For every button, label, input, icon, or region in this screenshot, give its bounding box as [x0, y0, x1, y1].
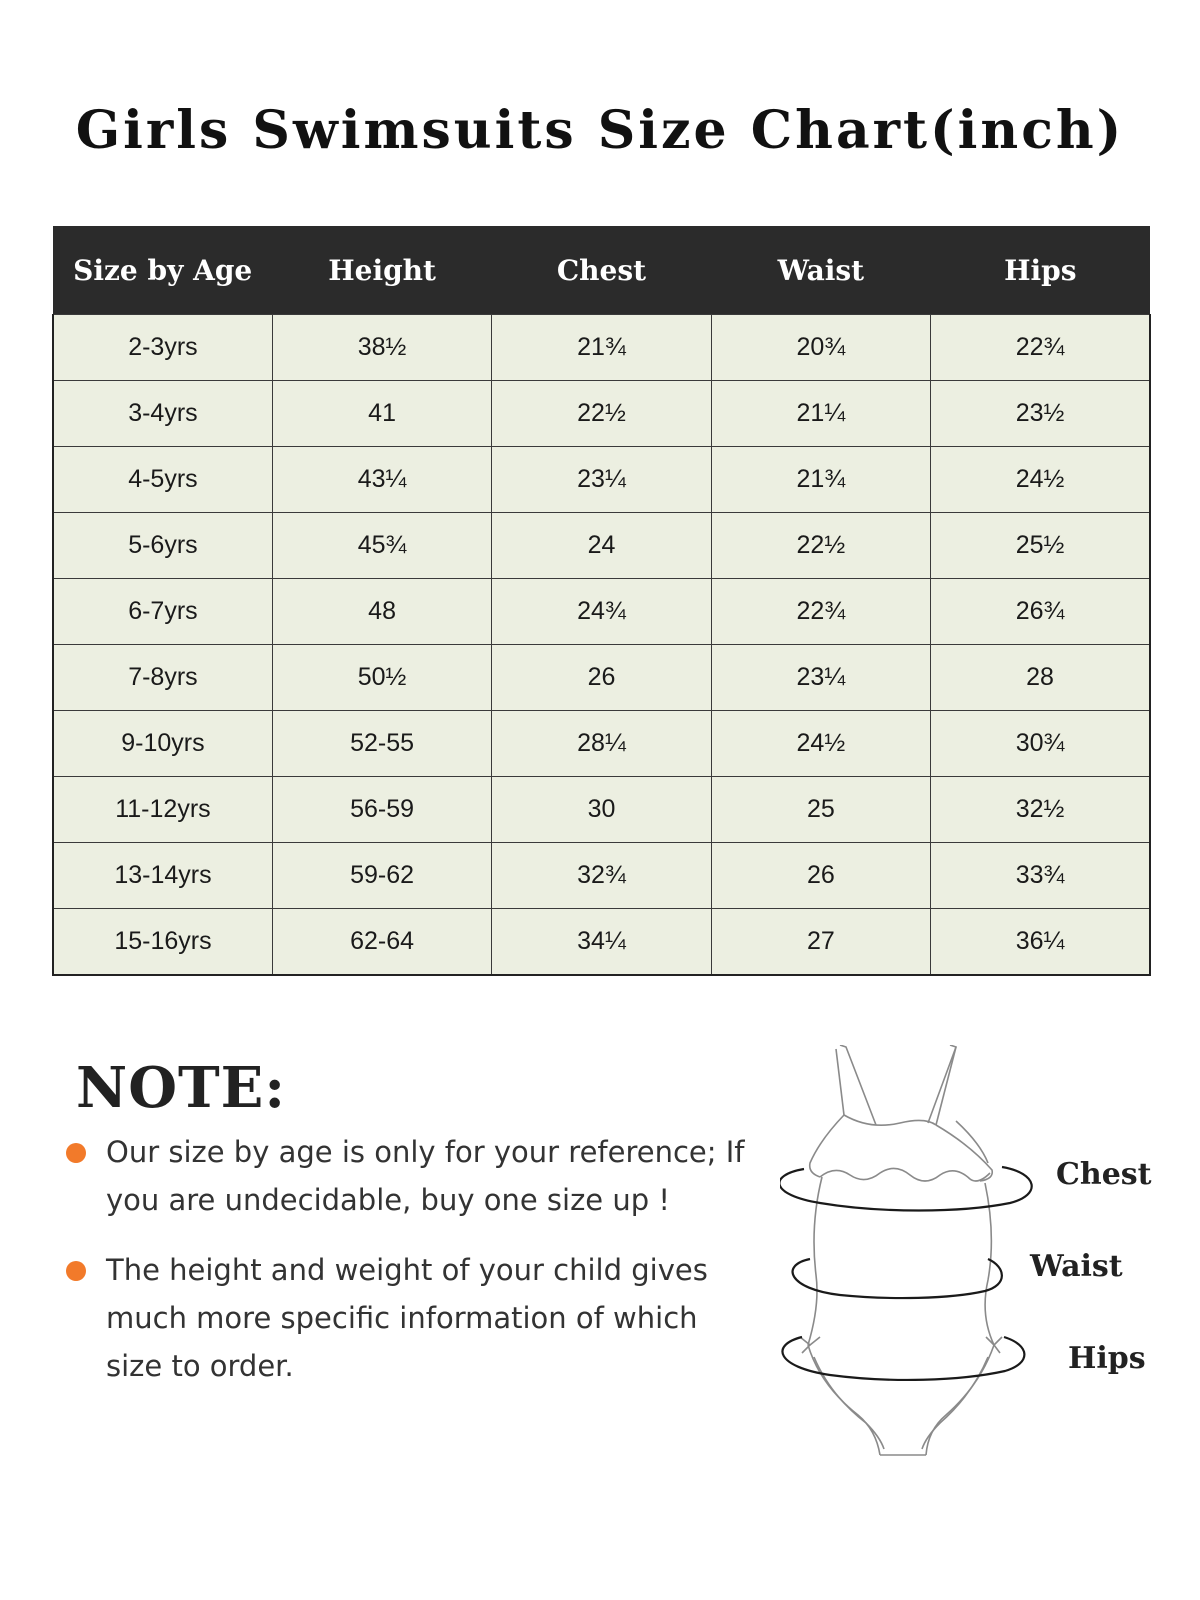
table-cell: 26	[492, 645, 711, 711]
table-cell: 20¾	[711, 315, 930, 381]
table-cell: 21¾	[492, 315, 711, 381]
table-row	[53, 843, 1150, 909]
header-chest: Chest	[492, 226, 711, 315]
note-title: NOTE:	[76, 1055, 286, 1121]
table-row	[53, 645, 1150, 711]
table-cell: 23½	[931, 381, 1150, 447]
table-cell: 38½	[272, 315, 491, 381]
swimsuit-outline-icon	[780, 1045, 1200, 1515]
table-cell: 21¾	[711, 447, 930, 513]
waist-label: Waist	[1030, 1249, 1123, 1284]
table-header-row	[53, 226, 1150, 315]
table-row	[53, 513, 1150, 579]
table-cell: 24½	[711, 711, 930, 777]
table-cell: 36¼	[931, 909, 1150, 976]
table-cell: 32½	[931, 777, 1150, 843]
table-cell: 22½	[711, 513, 930, 579]
table-cell: 59-62	[272, 843, 491, 909]
table-cell: 13-14yrs	[53, 843, 272, 909]
table-cell: 2-3yrs	[53, 315, 272, 381]
table-cell: 45¾	[272, 513, 491, 579]
table-cell: 11-12yrs	[53, 777, 272, 843]
table-cell: 28¼	[492, 711, 711, 777]
table-cell: 26¾	[931, 579, 1150, 645]
table-cell: 30	[492, 777, 711, 843]
table-cell: 48	[272, 579, 491, 645]
bullet-icon	[66, 1143, 86, 1163]
table-cell: 15-16yrs	[53, 909, 272, 976]
table-cell: 34¼	[492, 909, 711, 976]
table-row	[53, 315, 1150, 381]
header-height: Height	[272, 226, 491, 315]
page-title: Girls Swimsuits Size Chart(inch)	[75, 100, 1125, 161]
swimsuit-diagram	[780, 1045, 1200, 1515]
table-cell: 23¼	[711, 645, 930, 711]
table-cell: 6-7yrs	[53, 579, 272, 645]
header-waist: Waist	[711, 226, 930, 315]
table-cell: 56-59	[272, 777, 491, 843]
table-cell: 24½	[931, 447, 1150, 513]
table-row	[53, 381, 1150, 447]
table-cell: 9-10yrs	[53, 711, 272, 777]
table-cell: 41	[272, 381, 491, 447]
table-cell: 23¼	[492, 447, 711, 513]
table-cell: 24¾	[492, 579, 711, 645]
chest-label: Chest	[1056, 1157, 1152, 1192]
table-cell: 22½	[492, 381, 711, 447]
table-cell: 30¾	[931, 711, 1150, 777]
table-cell: 25	[711, 777, 930, 843]
table-cell: 7-8yrs	[53, 645, 272, 711]
note-text: The height and weight of your child gives much more specific information of which size to order.	[106, 1253, 708, 1383]
table-cell: 52-55	[272, 711, 491, 777]
table-cell: 25½	[931, 513, 1150, 579]
table-cell: 24	[492, 513, 711, 579]
table-row	[53, 579, 1150, 645]
table-cell: 50½	[272, 645, 491, 711]
table-cell: 62-64	[272, 909, 491, 976]
table-cell: 43¼	[272, 447, 491, 513]
table-row	[53, 909, 1150, 976]
table-cell: 3-4yrs	[53, 381, 272, 447]
table-cell: 32¾	[492, 843, 711, 909]
table-cell: 28	[931, 645, 1150, 711]
note-text: Our size by age is only for your reference; If you are undecidable, buy one size up !	[106, 1135, 745, 1217]
bullet-icon	[66, 1261, 86, 1281]
hips-label: Hips	[1068, 1341, 1146, 1376]
header-hips: Hips	[931, 226, 1150, 315]
table-cell: 26	[711, 843, 930, 909]
size-chart-table	[52, 226, 1151, 976]
table-row	[53, 777, 1150, 843]
table-cell: 4-5yrs	[53, 447, 272, 513]
table-row	[53, 447, 1150, 513]
table-cell: 22¾	[931, 315, 1150, 381]
table-cell: 21¼	[711, 381, 930, 447]
table-row	[53, 711, 1150, 777]
table-body	[53, 315, 1150, 976]
table-cell: 27	[711, 909, 930, 976]
table-cell: 5-6yrs	[53, 513, 272, 579]
header-size-by-age: Size by Age	[53, 226, 272, 315]
table-cell: 22¾	[711, 579, 930, 645]
table-cell: 33¾	[931, 843, 1150, 909]
